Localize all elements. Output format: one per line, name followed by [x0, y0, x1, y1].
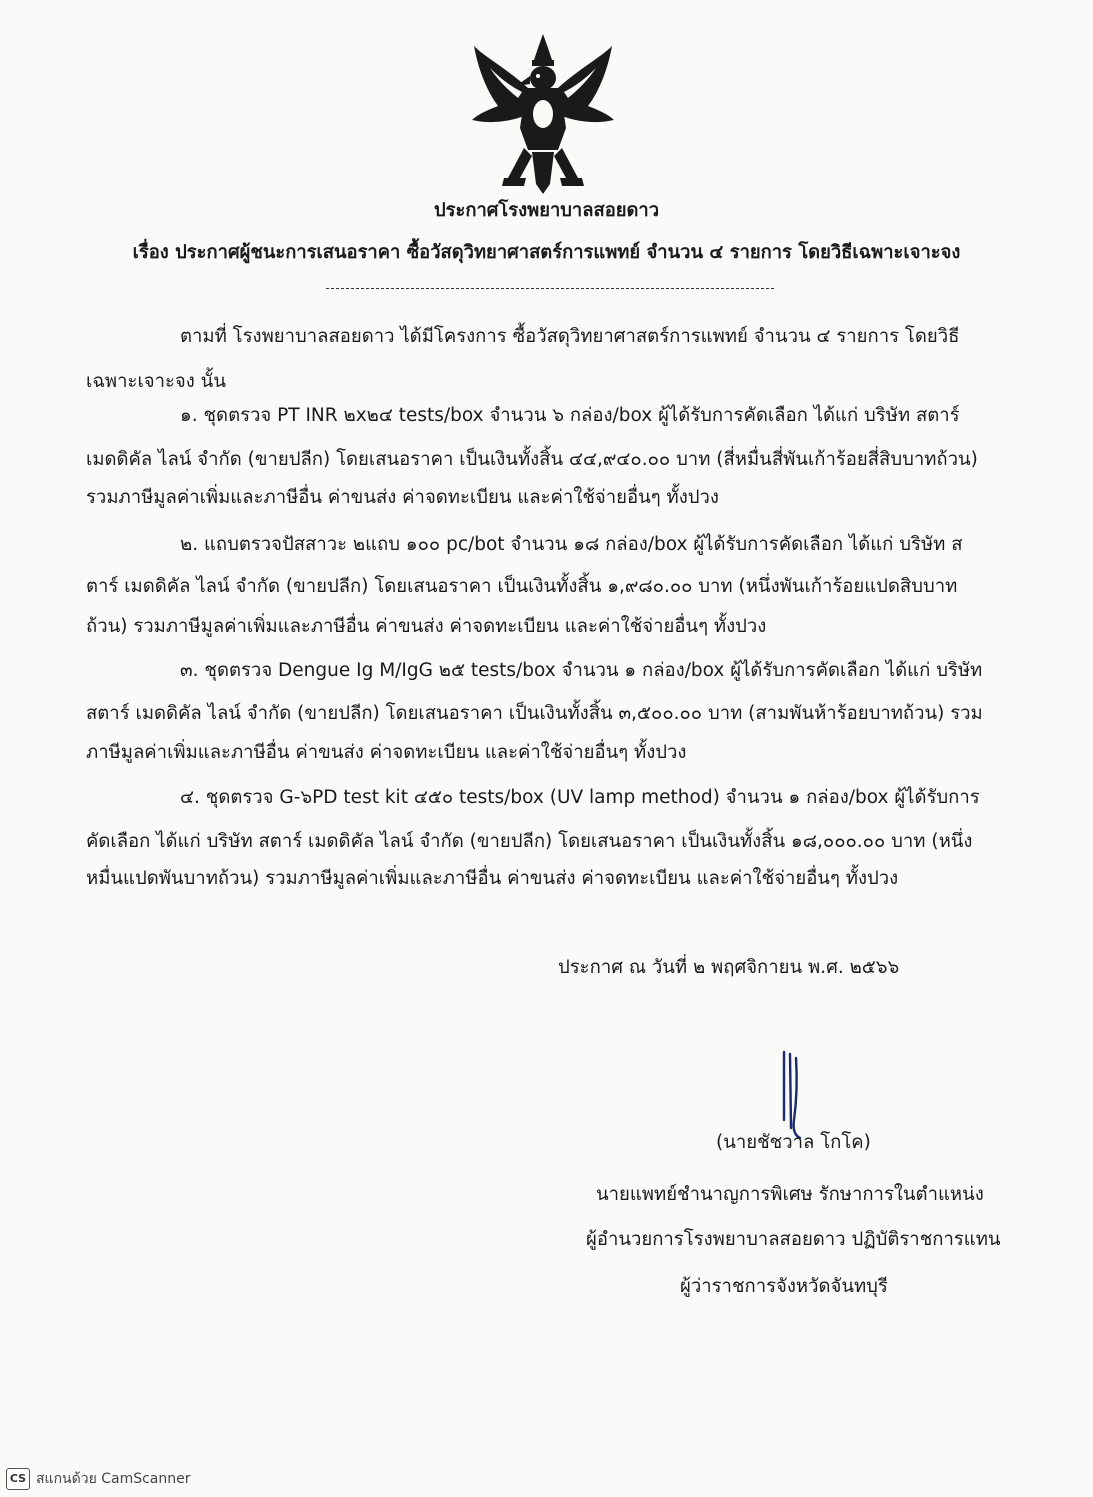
signer-title: ผู้อำนวยการโรงพยาบาลสอยดาว ปฏิบัติราชการแทน: [586, 1229, 1001, 1250]
garuda-emblem-icon: [468, 28, 618, 198]
signer-title: นายแพทย์ชำนาญการพิเศษ รักษาการในตำแหน่ง: [596, 1184, 984, 1205]
title-divider: [326, 288, 774, 289]
item-line: ๑. ชุดตรวจ PT INR ๒x๒๔ tests/box จำนวน ๖ กล่อง/box ผู้ได้รับการคัดเลือก ได้แก่ บริษัท สตาร์: [180, 405, 960, 426]
signer-title: ผู้ว่าราชการจังหวัดจันทบุรี: [680, 1276, 888, 1297]
item-line: ๓. ชุดตรวจ Dengue Ig M/IgG ๒๕ tests/box จำนวน ๑ กล่อง/box ผู้ได้รับการคัดเลือก ได้แก่ บริษัท: [180, 660, 983, 681]
camscanner-watermark: [0, 1460, 306, 1497]
camscanner-label: สแกนด้วย CamScanner: [36, 1470, 191, 1487]
item-line: ตาร์ เมดดิคัล ไลน์ จำกัด (ขายปลีก) โดยเสนอราคา เป็นเงินทั้งสิ้น ๑,๙๘๐.๐๐ บาท (หนึ่งพันเก้าร้อยแปดสิบบาท: [86, 576, 958, 597]
item-line: เมดดิคัล ไลน์ จำกัด (ขายปลีก) โดยเสนอราคา เป็นเงินทั้งสิ้น ๔๔,๙๔๐.๐๐ บาท (สี่หมื่นสี่พันเก้าร้อยสี่สิบบาทถ้วน): [86, 449, 978, 470]
intro-line: เฉพาะเจาะจง นั้น: [86, 371, 226, 392]
signer-name: (นายชัชวาล โกโค): [716, 1132, 871, 1153]
document-header: ประกาศโรงพยาบาลสอยดาว: [433, 200, 660, 221]
announce-date: ประกาศ ณ วันที่ ๒ พฤศจิกายน พ.ศ. ๒๕๖๖: [558, 957, 900, 978]
handwritten-signature-icon: [772, 1050, 812, 1140]
item-line: ๔. ชุดตรวจ G-๖PD test kit ๔๕๐ tests/box (UV lamp method) จำนวน ๑ กล่อง/box ผู้ได้รับการ: [180, 787, 980, 808]
item-line: ๒. แถบตรวจปัสสาวะ ๒แถบ ๑๐๐ pc/bot จำนวน ๑๘ กล่อง/box ผู้ได้รับการคัดเลือก ได้แก่ บริษัท ส: [180, 534, 963, 555]
item-line: ถ้วน) รวมภาษีมูลค่าเพิ่มและภาษีอื่น ค่าขนส่ง ค่าจดทะเบียน และค่าใช้จ่ายอื่นๆ ทั้งปวง: [86, 616, 767, 637]
camscanner-logo-icon: CS: [6, 1468, 30, 1490]
item-line: สตาร์ เมดดิคัล ไลน์ จำกัด (ขายปลีก) โดยเสนอราคา เป็นเงินทั้งสิ้น ๓,๕๐๐.๐๐ บาท (สามพันห้าร้อยบาทถ้วน) รวม: [86, 703, 983, 724]
intro-line: ตามที่ โรงพยาบาลสอยดาว ได้มีโครงการ ซื้อวัสดุวิทยาศาสตร์การแพทย์ จำนวน ๔ รายการ โดยวิธี: [180, 326, 960, 347]
item-line: คัดเลือก ได้แก่ บริษัท สตาร์ เมดดิคัล ไลน์ จำกัด (ขายปลีก) โดยเสนอราคา เป็นเงินทั้งสิ้น ๑๘,๐๐๐.๐๐ บาท (หนึ่ง: [86, 831, 973, 852]
document-subject: เรื่อง ประกาศผู้ชนะการเสนอราคา ซื้อวัสดุวิทยาศาสตร์การแพทย์ จำนวน ๔ รายการ โดยวิธีเฉพาะเจาะจง: [132, 242, 961, 263]
item-line: ภาษีมูลค่าเพิ่มและภาษีอื่น ค่าขนส่ง ค่าจดทะเบียน และค่าใช้จ่ายอื่นๆ ทั้งปวง: [86, 742, 687, 763]
item-line: หมื่นแปดพันบาทถ้วน) รวมภาษีมูลค่าเพิ่มและภาษีอื่น ค่าขนส่ง ค่าจดทะเบียน และค่าใช้จ่ายอื่นๆ ทั้งปวง: [86, 868, 899, 889]
item-line: รวมภาษีมูลค่าเพิ่มและภาษีอื่น ค่าขนส่ง ค่าจดทะเบียน และค่าใช้จ่ายอื่นๆ ทั้งปวง: [86, 487, 719, 508]
